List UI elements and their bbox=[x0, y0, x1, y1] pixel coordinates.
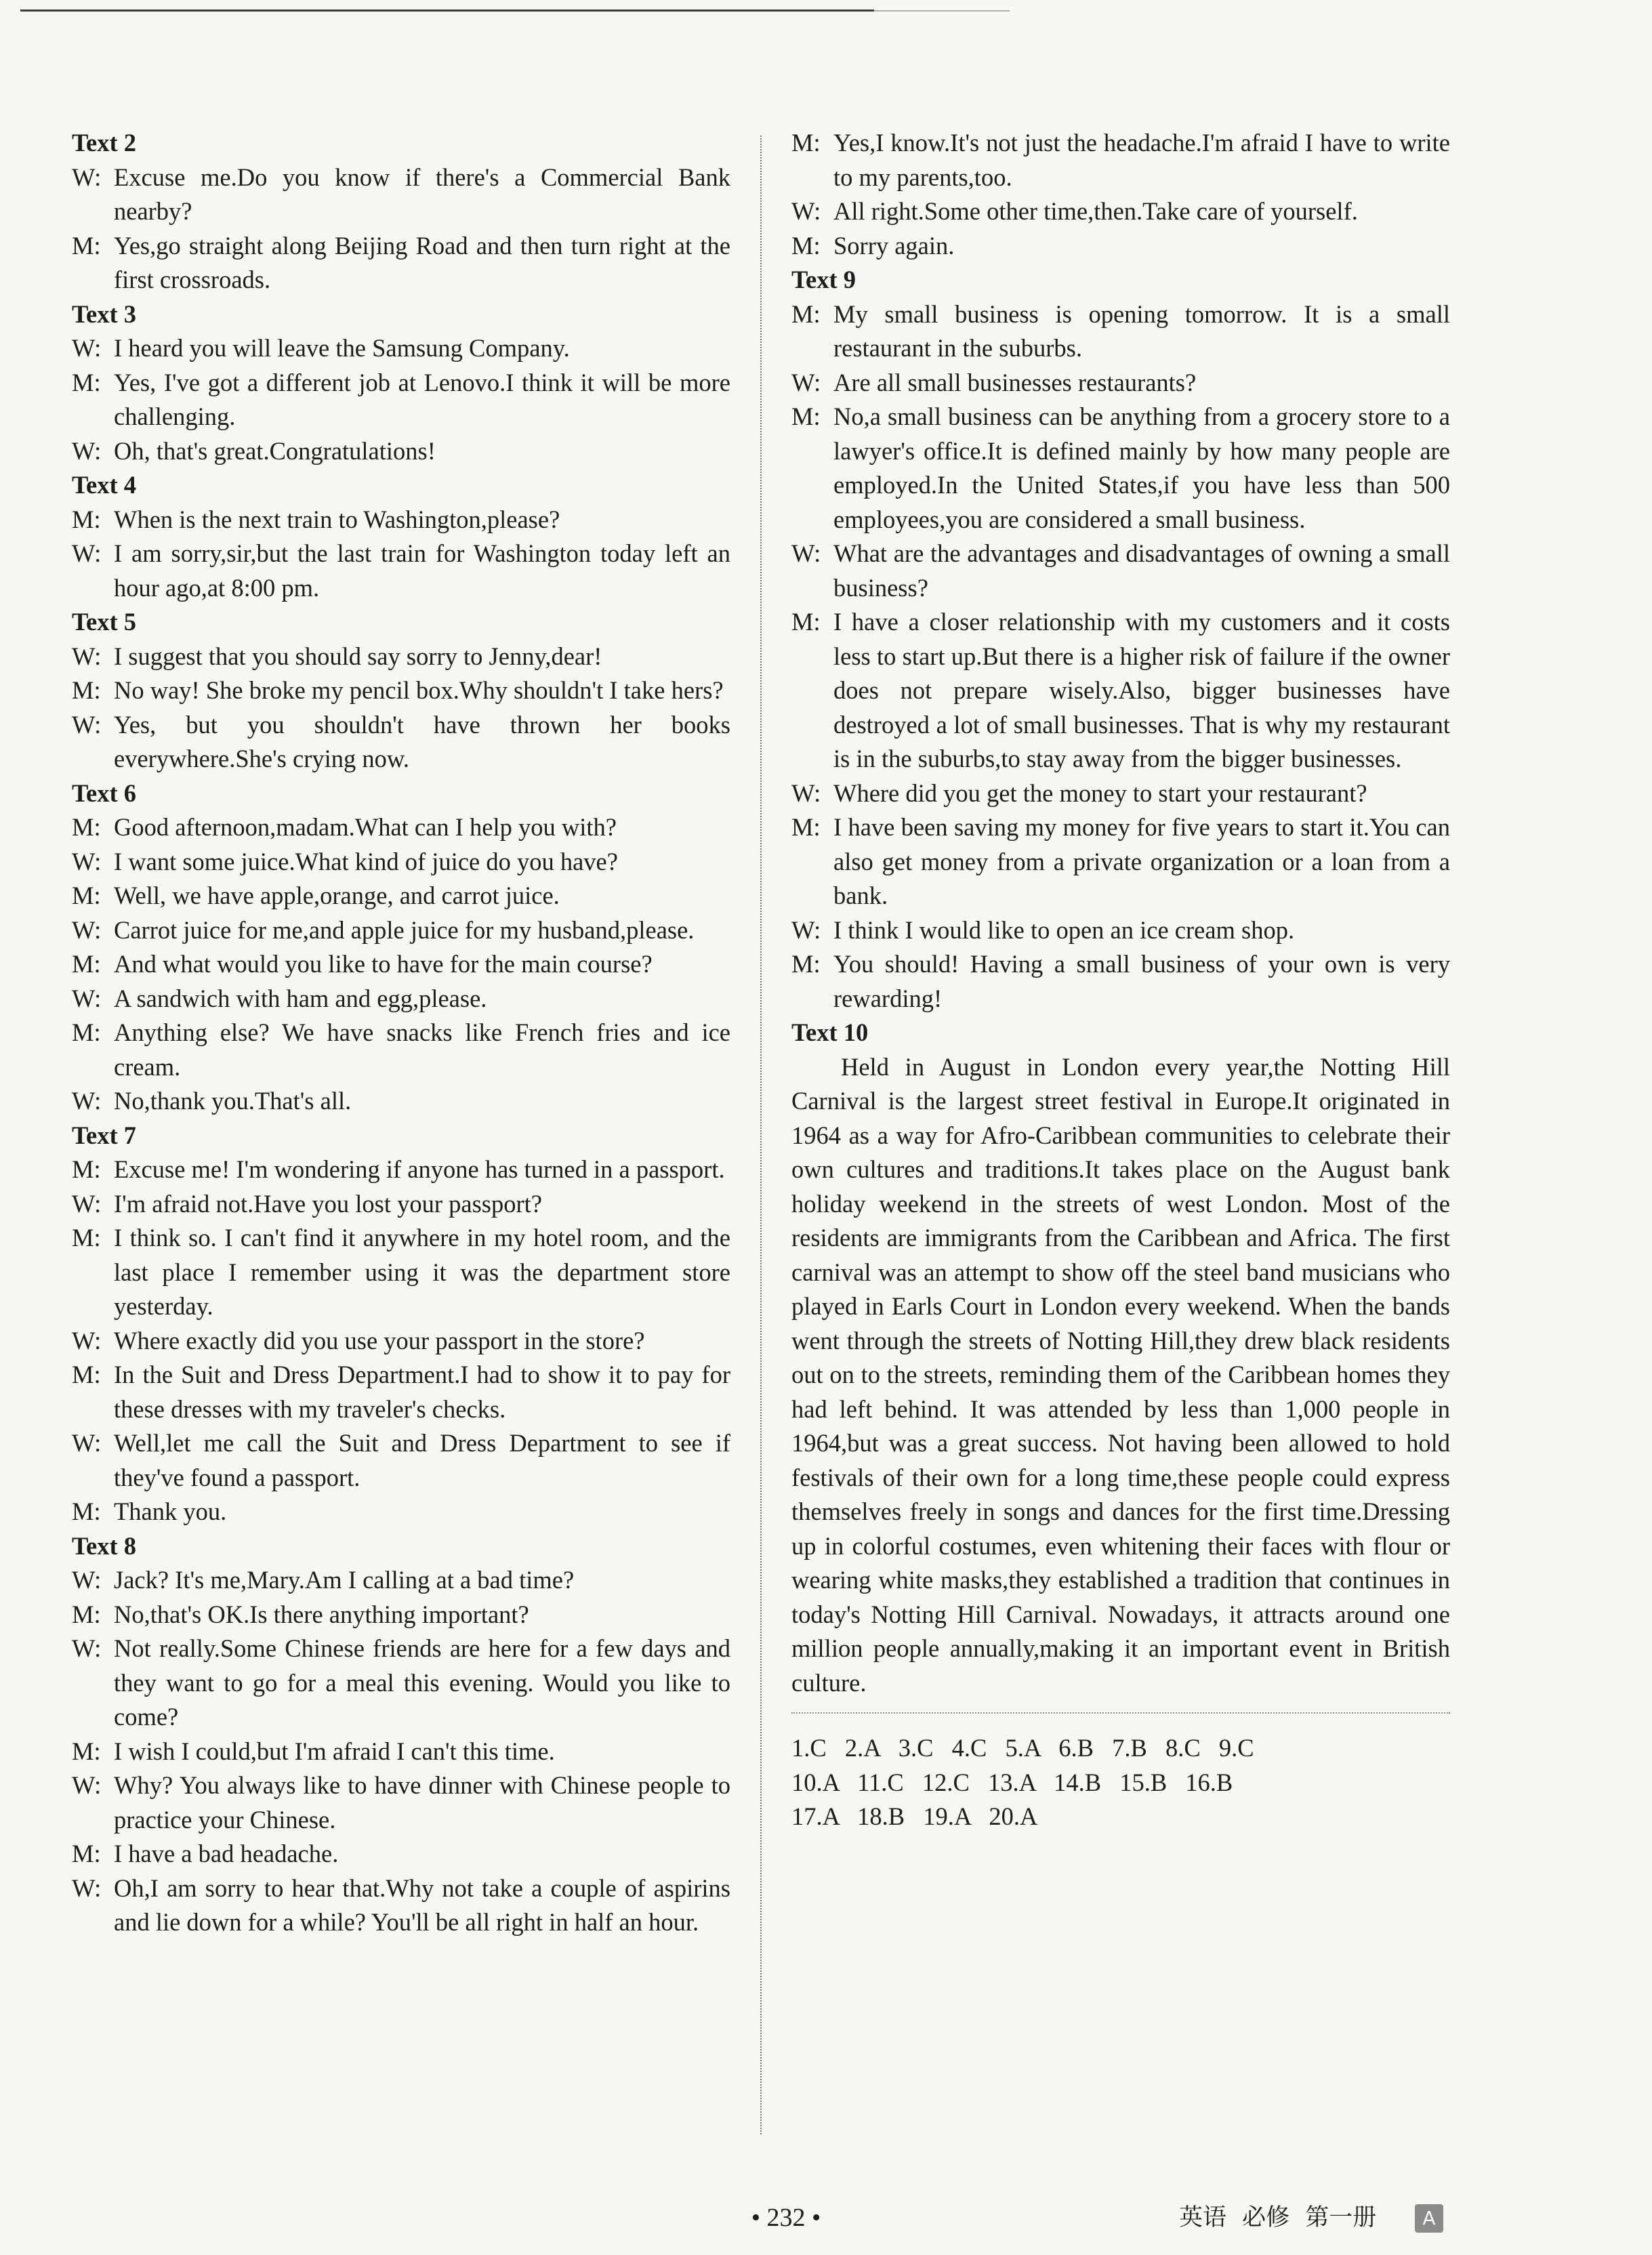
speaker-label: M: bbox=[72, 813, 101, 841]
section-title: Text 7 bbox=[72, 1121, 136, 1149]
section-title: Text 8 bbox=[72, 1531, 136, 1560]
dialogue-line bbox=[72, 1153, 730, 1187]
dialogue-text: I am sorry,sir,but the last train for Washington today left an hour ago,at 8:00 pm. bbox=[114, 539, 730, 602]
speaker-label: M: bbox=[72, 231, 101, 260]
speaker-label: W: bbox=[72, 1087, 102, 1115]
speaker-label: M: bbox=[72, 1224, 101, 1251]
dialogue-text: Well, we have apple,orange, and carrot juice. bbox=[114, 882, 560, 909]
dialogue-text: And what would you like to have for the main course? bbox=[114, 950, 653, 978]
speaker-label: W: bbox=[791, 539, 821, 567]
speaker-label: W: bbox=[72, 1634, 102, 1662]
speaker-label: M: bbox=[72, 1840, 101, 1867]
dialogue-line bbox=[72, 366, 730, 434]
dialogue-text: Well,let me call the Suit and Dress Department to see if they've found a passport. bbox=[114, 1429, 730, 1491]
answer: 14.B bbox=[1054, 1768, 1102, 1796]
speaker-label: M: bbox=[72, 882, 101, 909]
answer: 17.A bbox=[791, 1802, 839, 1830]
speaker-label: W: bbox=[791, 915, 821, 944]
dialogue-text: Yes,go straight along Beijing Road and then turn right at the first crossroads. bbox=[114, 231, 730, 293]
dialogue-text: I have a closer relationship with my customers and it costs less to start up.But there is a higher risk of failure if the owner does not prepare wisely.Also, bigger businesses have destroyed a lot of small businesses. That is why my restaurant is in the suburbs,to stay away from the bigger businesses. bbox=[833, 608, 1450, 772]
dialogue-text: Oh,I am sorry to hear that.Why not take a couple of aspirins and lie down for a while? You'll be all right in half an hour. bbox=[114, 1874, 730, 1936]
speaker-label: W: bbox=[72, 847, 102, 875]
answer: 15.B bbox=[1119, 1768, 1168, 1796]
speaker-label: W: bbox=[72, 1189, 102, 1218]
speaker-label: M: bbox=[791, 129, 821, 157]
answer: 2.A bbox=[844, 1734, 880, 1762]
dialogue-line bbox=[72, 810, 730, 845]
answer: 16.B bbox=[1185, 1768, 1233, 1796]
dialogue-line bbox=[72, 879, 730, 913]
dialogue-text: I have a bad headache. bbox=[114, 1840, 339, 1867]
section-title: Text 3 bbox=[72, 299, 136, 328]
dialogue-line bbox=[72, 434, 730, 469]
dialogue-section bbox=[72, 777, 730, 1119]
section-title: Text 4 bbox=[72, 471, 136, 499]
speaker-label: M: bbox=[72, 368, 101, 396]
speaker-label: W: bbox=[72, 1566, 102, 1594]
section-title: Text 5 bbox=[72, 608, 136, 636]
dialogue-section bbox=[72, 1119, 730, 1529]
book-info: 英语 必修 第一册 bbox=[1179, 2204, 1377, 2231]
dialogue-line bbox=[72, 229, 730, 297]
answer: 9.C bbox=[1218, 1734, 1254, 1762]
dialogue-line bbox=[791, 400, 1450, 537]
answer: 10.A bbox=[791, 1768, 839, 1796]
dialogue-line bbox=[72, 913, 730, 948]
answers-separator bbox=[791, 1712, 1450, 1714]
dialogue-line bbox=[72, 1837, 730, 1871]
dialogue-line bbox=[791, 126, 1450, 194]
dialogue-text: I have been saving my money for five years to start it.You can also get money from a private organization or a loan from a bank. bbox=[833, 813, 1450, 909]
dialogue-line bbox=[72, 1016, 730, 1084]
answer: 20.A bbox=[989, 1802, 1038, 1830]
answer: 7.B bbox=[1112, 1734, 1147, 1762]
dialogue-text: What are the advantages and disadvantages of owning a small business? bbox=[833, 539, 1450, 602]
dialogue-line bbox=[791, 947, 1450, 1016]
dialogue-section bbox=[791, 263, 1450, 1016]
section-title: Text 6 bbox=[72, 779, 136, 807]
speaker-label: W: bbox=[72, 915, 102, 944]
speaker-label: M: bbox=[72, 950, 101, 978]
answer-row bbox=[791, 1800, 1450, 1834]
speaker-label: M: bbox=[791, 402, 821, 430]
dialogue-line bbox=[72, 503, 730, 537]
speaker-label: W: bbox=[72, 163, 102, 191]
right-continued-dialogue bbox=[791, 126, 1450, 263]
dialogue-text: All right.Some other time,then.Take care of yourself. bbox=[833, 197, 1358, 225]
dialogue-text: Jack? It's me,Mary.Am I calling at a bad time? bbox=[114, 1566, 575, 1594]
speaker-label: M: bbox=[791, 950, 821, 978]
answer: 12.C bbox=[922, 1768, 970, 1796]
dialogue-line bbox=[791, 366, 1450, 400]
page-footer bbox=[0, 2197, 1652, 2238]
speaker-label: M: bbox=[72, 1497, 101, 1525]
dialogue-text: I think so. I can't find it anywhere in my hotel room, and the last place I remember using it was the department store yesterday. bbox=[114, 1224, 730, 1320]
dialogue-text: Excuse me.Do you know if there's a Commercial Bank nearby? bbox=[114, 163, 730, 225]
speaker-label: M: bbox=[72, 1018, 101, 1046]
dialogue-text: Where exactly did you use your passport in the store? bbox=[114, 1326, 645, 1354]
dialogue-line bbox=[72, 537, 730, 605]
dialogue-line bbox=[791, 810, 1450, 913]
section-title: Text 10 bbox=[791, 1018, 869, 1046]
dialogue-text: I wish I could,but I'm afraid I can't this time. bbox=[114, 1737, 555, 1765]
speaker-label: M: bbox=[72, 1155, 101, 1183]
answer: 3.C bbox=[898, 1734, 934, 1762]
dialogue-text: Sorry again. bbox=[833, 231, 955, 260]
dialogue-text: In the Suit and Dress Department.I had to show it to pay for these dresses with my traveler's checks. bbox=[114, 1361, 730, 1423]
speaker-label: M: bbox=[791, 813, 821, 841]
dialogue-text: I think I would like to open an ice cream shop. bbox=[833, 915, 1295, 944]
dialogue-line bbox=[791, 537, 1450, 605]
speaker-label: W: bbox=[72, 539, 102, 567]
dialogue-text: I suggest that you should say sorry to Jenny,dear! bbox=[114, 642, 602, 670]
dialogue-line bbox=[72, 674, 730, 708]
dialogue-line bbox=[72, 1426, 730, 1495]
dialogue-text: Not really.Some Chinese friends are here for a few days and they want to go for a meal this evening. Would you like to come? bbox=[114, 1634, 730, 1731]
dialogue-text: When is the next train to Washington,please? bbox=[114, 505, 560, 533]
speaker-label: W: bbox=[72, 1771, 102, 1799]
column-divider bbox=[760, 136, 762, 2134]
dialogue-section bbox=[72, 126, 730, 297]
dialogue-line bbox=[72, 640, 730, 674]
dialogue-line bbox=[791, 229, 1450, 264]
dialogue-text: A sandwich with ham and egg,please. bbox=[114, 984, 487, 1012]
dialogue-line bbox=[72, 161, 730, 229]
dialogue-line bbox=[72, 1632, 730, 1735]
dialogue-text: Are all small businesses restaurants? bbox=[833, 368, 1197, 396]
speaker-label: W: bbox=[72, 1874, 102, 1902]
dialogue-line bbox=[72, 1187, 730, 1222]
speaker-label: M: bbox=[72, 1737, 101, 1765]
dialogue-line bbox=[72, 845, 730, 880]
speaker-label: M: bbox=[72, 505, 101, 533]
answer: 13.A bbox=[987, 1768, 1035, 1796]
dialogue-line bbox=[72, 1768, 730, 1837]
speaker-label: W: bbox=[791, 197, 821, 225]
dialogue-line bbox=[72, 1084, 730, 1119]
dialogue-text: Yes, but you shouldn't have thrown her books everywhere.She's crying now. bbox=[114, 710, 730, 772]
dialogue-line bbox=[72, 1598, 730, 1632]
dialogue-line bbox=[791, 777, 1450, 811]
answer: 8.C bbox=[1165, 1734, 1201, 1762]
dialogue-text: Anything else? We have snacks like French fries and ice cream. bbox=[114, 1018, 730, 1081]
dialogue-text: Yes,I know.It's not just the headache.I'm afraid I have to write to my parents,too. bbox=[833, 129, 1450, 191]
speaker-label: W: bbox=[72, 710, 102, 739]
dialogue-line bbox=[791, 194, 1450, 229]
dialogue-text: Excuse me! I'm wondering if anyone has turned in a passport. bbox=[114, 1155, 725, 1183]
dialogue-line bbox=[72, 1358, 730, 1426]
speaker-label: W: bbox=[72, 1429, 102, 1457]
dialogue-line bbox=[72, 1221, 730, 1324]
speaker-label: W: bbox=[72, 1326, 102, 1354]
dialogue-text: Thank you. bbox=[114, 1497, 227, 1525]
left-column bbox=[72, 126, 730, 2159]
dialogue-line bbox=[791, 913, 1450, 948]
speaker-label: M: bbox=[791, 299, 821, 328]
speaker-label: W: bbox=[791, 779, 821, 807]
answer-row bbox=[791, 1731, 1450, 1766]
text10-paragraph: Held in August in London every year,the Notting Hill Carnival is the largest street festival in Europe.It originated in 1964 as a way for Afro-Caribbean communities to celebrate their own cultures and traditions.It takes place on the August bank holiday weekend in the streets of west London. Most of the residents are immigrants from the Caribbean and Africa. The first carnival was an attempt to show off the steel band musicians who played in Earls Court in London every weekend. When the bands went through the streets of Notting Hill,they drew black residents out on to the streets, reminding them of the Caribbean homes they had left behind. It was attended by less than 1,000 people in 1964,but was a great success. Not having been allowed to hold festivals of their own for a long time,these people could express themselves freely in songs and dances for the first time.Dressing up in colorful costumes, even whitening their faces with flour or wearing white masks,they established a tradition that continues in today's Notting Hill Carnival. Nowadays, it attracts around one million people annually,making it an important event in British culture. bbox=[791, 1052, 1450, 1697]
right-column bbox=[791, 126, 1450, 2159]
dialogue-text: I'm afraid not.Have you lost your passport? bbox=[114, 1189, 542, 1218]
dialogue-line bbox=[72, 1495, 730, 1529]
speaker-label: W: bbox=[72, 334, 102, 362]
dialogue-line bbox=[791, 605, 1450, 777]
answer: 18.B bbox=[857, 1802, 905, 1830]
section-title: Text 2 bbox=[72, 129, 136, 157]
dialogue-line bbox=[72, 331, 730, 366]
dialogue-line bbox=[72, 1871, 730, 1940]
dialogue-section bbox=[72, 297, 730, 469]
dialogue-text: I want some juice.What kind of juice do you have? bbox=[114, 847, 618, 875]
answer: 11.C bbox=[857, 1768, 904, 1796]
dialogue-line bbox=[72, 1735, 730, 1769]
speaker-label: M: bbox=[72, 1361, 101, 1388]
dialogue-text: My small business is opening tomorrow. It is a small restaurant in the suburbs. bbox=[833, 299, 1450, 362]
dialogue-text: Oh, that's great.Congratulations! bbox=[114, 436, 436, 465]
speaker-label: W: bbox=[72, 436, 102, 465]
speaker-label: M: bbox=[72, 676, 101, 704]
speaker-label: W: bbox=[72, 984, 102, 1012]
speaker-label: W: bbox=[72, 642, 102, 670]
dialogue-text: Where did you get the money to start your restaurant? bbox=[833, 779, 1367, 807]
answer: 19.A bbox=[923, 1802, 971, 1830]
top-rule bbox=[20, 9, 874, 12]
speaker-label: M: bbox=[791, 608, 821, 636]
dialogue-text: Why? You always like to have dinner with Chinese people to practice your Chinese. bbox=[114, 1771, 730, 1834]
dialogue-text: No way! She broke my pencil box.Why shouldn't I take hers? bbox=[114, 676, 724, 704]
dialogue-text: Yes, I've got a different job at Lenovo.I think it will be more challenging. bbox=[114, 368, 730, 430]
answer-row bbox=[791, 1766, 1450, 1800]
answer: 6.B bbox=[1058, 1734, 1094, 1762]
dialogue-line bbox=[72, 708, 730, 777]
edition-badge-icon: A bbox=[1415, 2204, 1443, 2233]
dialogue-text: No,that's OK.Is there anything important? bbox=[114, 1600, 529, 1628]
answer: 4.C bbox=[951, 1734, 987, 1762]
speaker-label: M: bbox=[791, 231, 821, 260]
left-sections bbox=[72, 126, 730, 1940]
dialogue-text: I heard you will leave the Samsung Company. bbox=[114, 334, 570, 362]
top-rule-fade bbox=[874, 10, 1010, 12]
section-title: Text 9 bbox=[791, 266, 856, 293]
dialogue-line bbox=[72, 1324, 730, 1359]
dialogue-text: You should! Having a small business of your own is very rewarding! bbox=[833, 950, 1450, 1012]
dialogue-line bbox=[72, 947, 730, 982]
dialogue-line bbox=[791, 297, 1450, 366]
speaker-label: W: bbox=[791, 368, 821, 396]
page-number: • 232 • bbox=[751, 2204, 821, 2232]
speaker-label: M: bbox=[72, 1600, 101, 1628]
answer: 5.A bbox=[1005, 1734, 1041, 1762]
dialogue-section bbox=[72, 1529, 730, 1940]
answer-key bbox=[791, 1731, 1450, 1834]
dialogue-line bbox=[72, 1563, 730, 1598]
dialogue-section bbox=[72, 605, 730, 777]
dialogue-line bbox=[72, 982, 730, 1016]
dialogue-text: Carrot juice for me,and apple juice for my husband,please. bbox=[114, 915, 695, 944]
dialogue-section bbox=[72, 468, 730, 605]
answer: 1.C bbox=[791, 1734, 827, 1762]
dialogue-text: No,a small business can be anything from a grocery store to a lawyer's office.It is defined mainly by how many people are employed.In the United States,if you have less than 500 employees,you are considered a small business. bbox=[833, 402, 1450, 533]
dialogue-text: Good afternoon,madam.What can I help you with? bbox=[114, 813, 617, 841]
dialogue-text: No,thank you.That's all. bbox=[114, 1087, 352, 1115]
right-sections bbox=[791, 263, 1450, 1016]
